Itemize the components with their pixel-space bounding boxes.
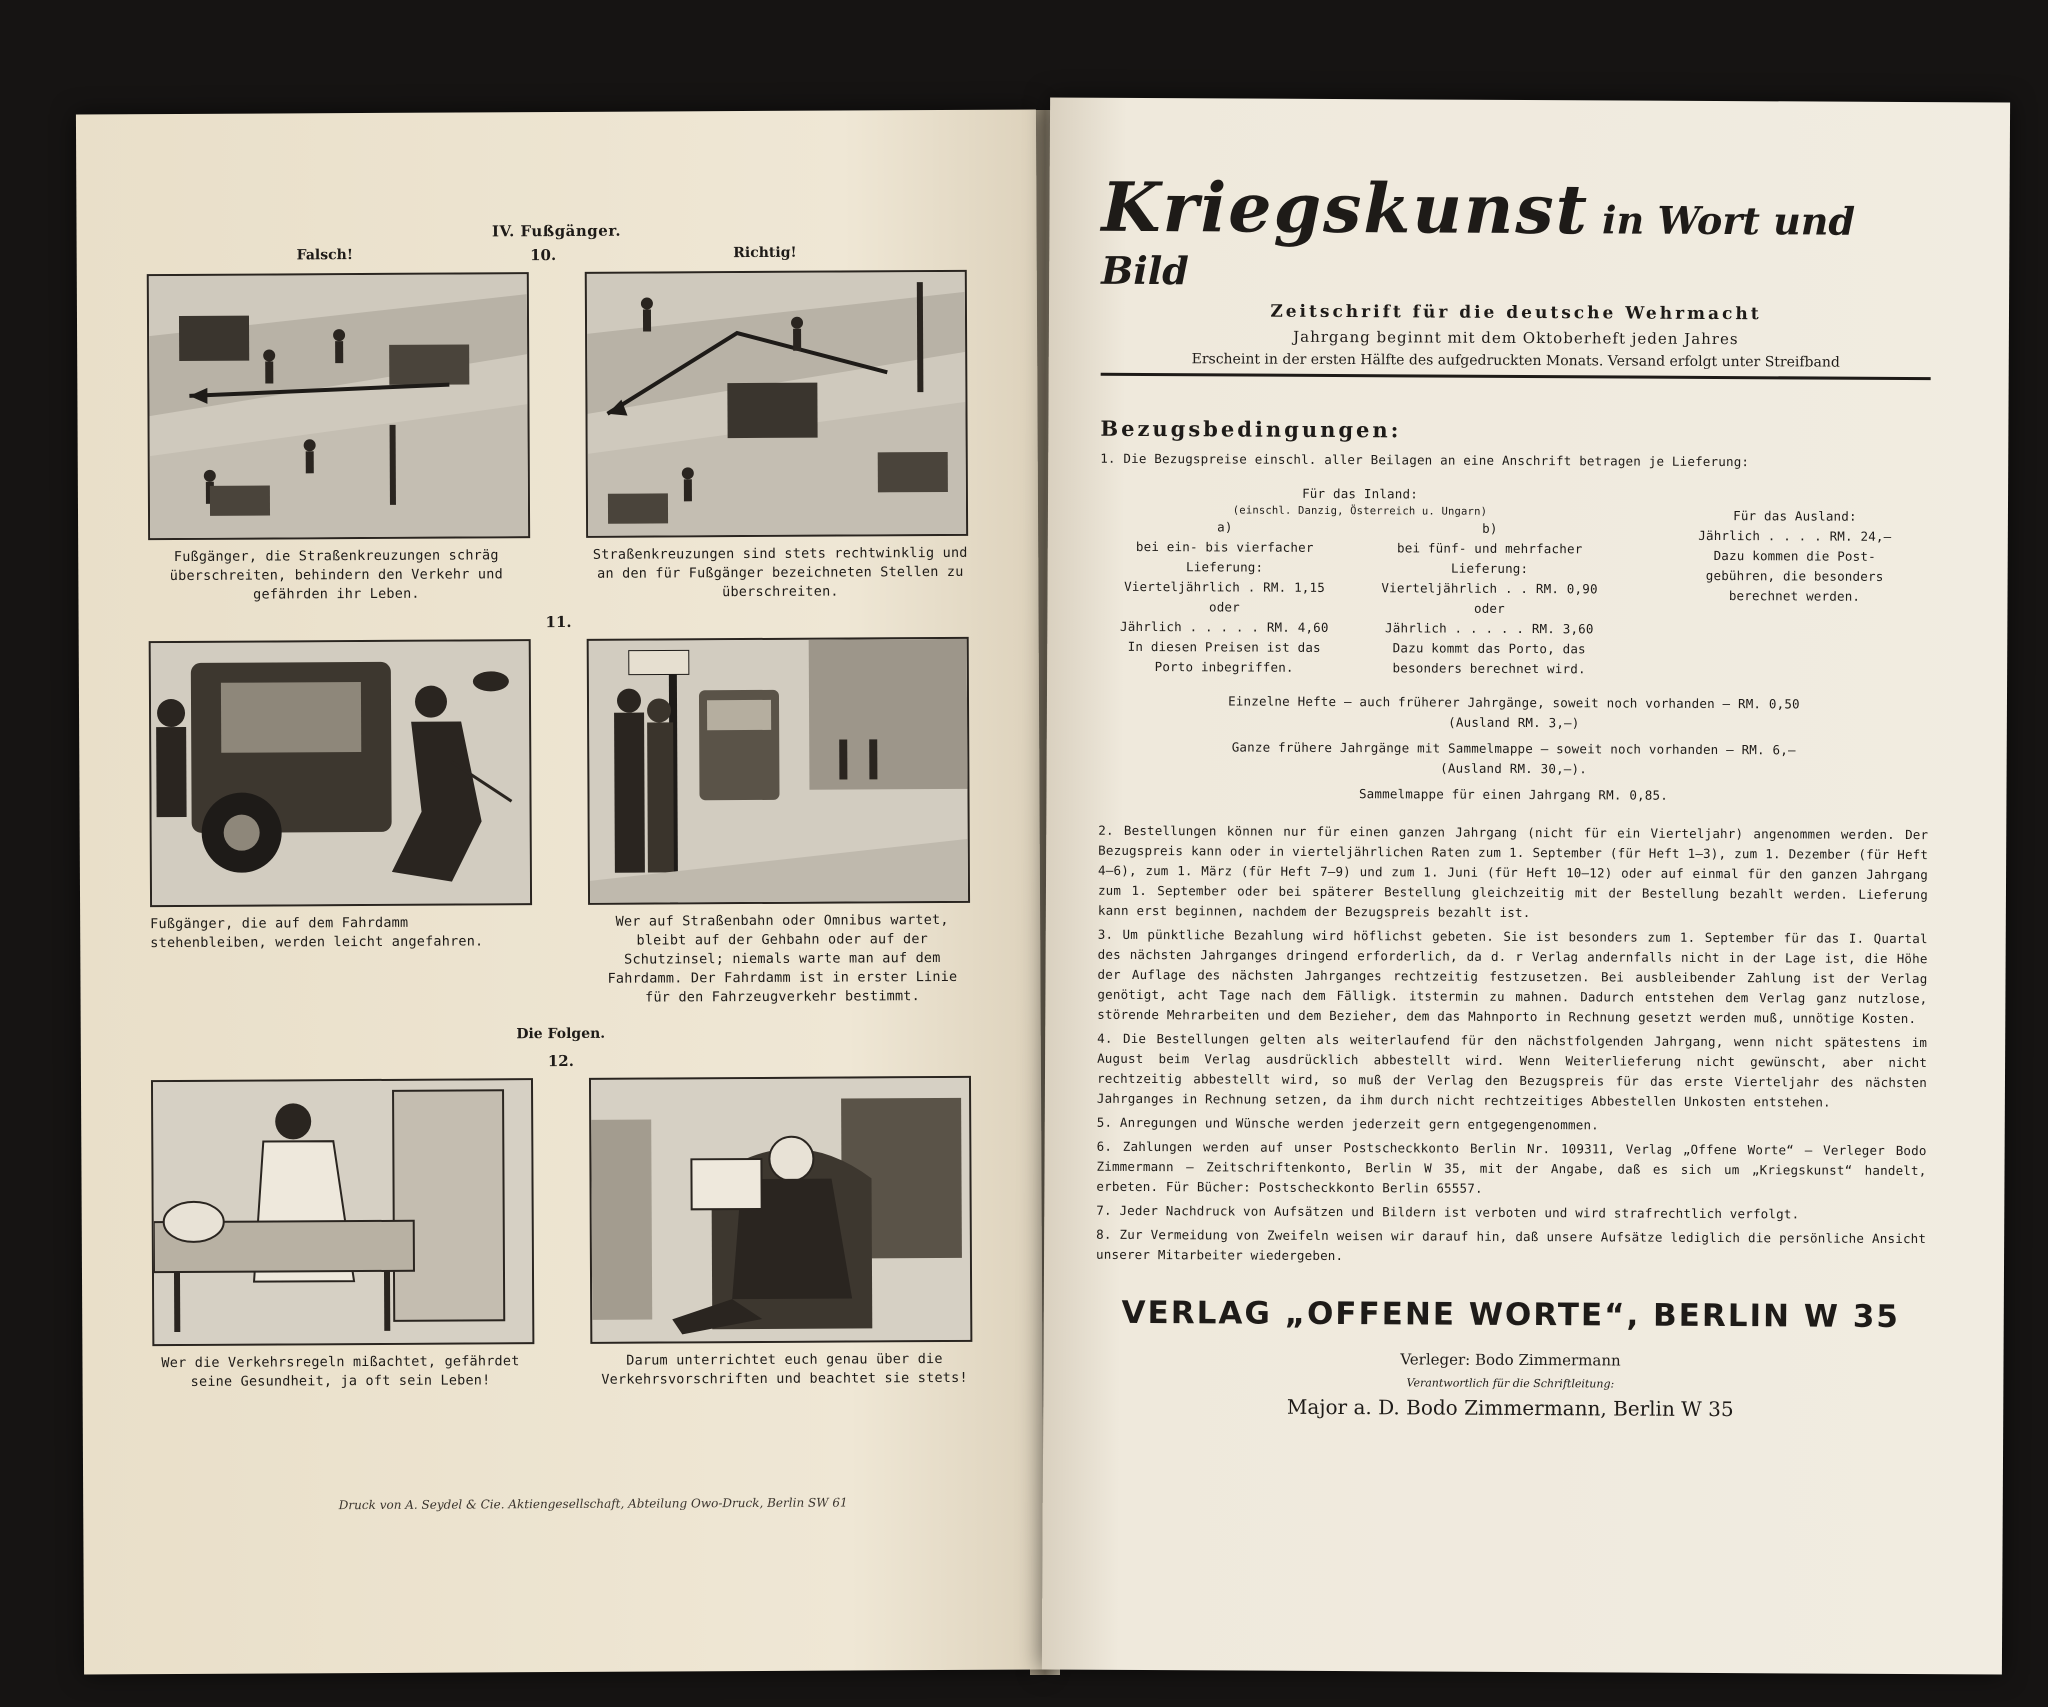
condition-item-3: 3. Um pünktliche Bezahlung wird höflichst gebeten. Sie ist besonders zum 1. September für das I. Quartal des nächsten Jahrganges dringend erforderlich, da d. r Verlag andernfalls nicht in der Lage ist, die Höhe der Auflage des nächsten Jahrganges rechtzeitig festzusetzen. Bei ausbleibender Zahlung ist der Verlag genötigt, acht Tage nach dem Fälligk. itstermin zu mahnen. Dadurch entstehen dem Verlag ganz nutzlose, störende Mehrarbeiten und dem Bezieher, dem das Mahnporto in Rechnung gesetzt werden muß, unnötige Kosten. — [1097, 926, 1928, 1027]
col-a-line: Lieferung: — [1185, 559, 1264, 575]
publisher-name: VERLAG „OFFENE WORTE“, BERLIN W 35 — [1121, 1294, 1900, 1335]
col-a-price-yearly: Jährlich . . . . . RM. 4,60 — [1120, 618, 1329, 635]
caption-11-right: Wer auf Straßenbahn oder Omnibus wartet, bleibt auf der Gehbahn oder auf der Schutzinsel; niemals warte man auf dem Fahrdamm. Der Fahrdamm ist in erster Linie für den Fahrzeugverkehr bestimmt. — [607, 911, 958, 1006]
number-10: 10. — [530, 246, 557, 265]
publication-subtitle: Zeitschrift für die deutsche Wehrmacht — [1270, 301, 1762, 325]
row2-captions — [150, 911, 970, 1010]
masthead — [1101, 168, 1932, 297]
column-ausland — [1659, 486, 1930, 681]
inland-note: (einschl. Danzig, Österreich u. Ungarn) — [1232, 504, 1488, 518]
single-issues: Einzelne Hefte — auch früherer Jahrgänge, soweit noch vorhanden — RM. 0,50 — [1228, 693, 1800, 712]
label-falsch: Falsch! — [296, 247, 354, 264]
caption-10-left: Fußgänger, die Straßenkreuzungen schräg überschreiten, behindern den Verkehr und gefährden ihr Leben. — [169, 547, 503, 603]
col-b-price-quarterly: Vierteljährlich . . RM. 0,90 — [1381, 580, 1598, 597]
conditions-heading: Bezugsbedingungen: — [1100, 415, 1402, 443]
row1-headings — [147, 244, 967, 266]
inland-heading: Für das Inland: — [1302, 485, 1419, 502]
row2-panels — [149, 637, 970, 907]
number-12: 12. — [547, 1051, 574, 1071]
number-11: 11. — [545, 612, 572, 632]
editor-name: Major a. D. Bodo Zimmermann, Berlin W 35 — [1286, 1394, 1734, 1422]
binder-price: Sammelmappe für einen Jahrgang RM. 0,85. — [1358, 786, 1669, 803]
whole-years-abroad: (Ausland RM. 30,—). — [1440, 760, 1588, 777]
col-b-label: b) — [1482, 520, 1498, 536]
single-issues-abroad: (Ausland RM. 3,—) — [1448, 714, 1580, 731]
illustration-crossing-right — [585, 270, 968, 538]
illustration-crossing-wrong — [147, 272, 530, 540]
condition-item-8: 8. Zur Vermeidung von Zweifeln weisen wir darauf hin, daß unsere Aufsätze lediglich die persönliche Ansicht unserer Mitarbeiter wiedergeben. — [1096, 1226, 1927, 1264]
condition-item-6: 6. Zahlungen werden auf unser Postscheckkonto Berlin Nr. 109311, Verlag „Offene Worte“ — Verleger Bodo Zimmermann — Zeitschriftenkonto, Berlin W 35, mit der Angabe, daß es sich um „Kriegskunst“ handelt, erbeten. Für Bücher: Postscheckkonto Berlin 65557. — [1096, 1138, 1927, 1196]
condition-item-2: 2. Bestellungen können nur für einen ganzen Jahrgang (nicht für ein Vierteljahr) angenommen werden. Der Bezugspreis kann oder in vierteljährlichen Raten zum 1. September (für Heft 1—3), zum 1. Dezember (für Heft 4—6), zum 1. März (für Heft 7—9) und zum 1. Juni (für Heft 10—12) oder auf einmal für den ganzen Jahrgang zum 1. September oder bei späterer Bestellung gleichzeitig mit der Bestellung bezahlt werden. Lieferung kann erst beginnen, nachdem der Bezugspreis bezahlt ist. — [1097, 822, 1929, 921]
col-a-line: In diesen Preisen ist das — [1127, 638, 1321, 655]
illustration-bus-stop — [587, 637, 970, 905]
col-a-price-quarterly: Vierteljährlich . RM. 1,15 — [1124, 578, 1326, 595]
condition-item-7: 7. Jeder Nachdruck von Aufsätzen und Bildern ist verboten und wird strafrechtlich verfolgt. — [1096, 1202, 1800, 1222]
ausland-line: gebühren, die besonders — [1705, 567, 1884, 584]
ausland-heading: Für das Ausland: — [1733, 508, 1857, 524]
left-page — [76, 109, 1044, 1674]
col-b-line: Lieferung: — [1450, 560, 1529, 577]
row3-captions — [152, 1350, 972, 1392]
col-b-line: Dazu kommt das Porto, das — [1392, 640, 1586, 657]
ausland-line: berechnet werden. — [1728, 588, 1861, 604]
condition-item-5: 5. Anregungen und Wünsche werden jederzeit gern entgegengenommen. — [1096, 1114, 1599, 1133]
illustration-reading-man — [589, 1076, 972, 1344]
row1-panels — [147, 270, 968, 540]
column-b — [1359, 518, 1620, 679]
row1-captions — [148, 544, 968, 605]
right-page — [1042, 97, 2010, 1674]
ausland-line: Dazu kommen die Post- — [1713, 547, 1876, 564]
inland-columns — [1099, 517, 1620, 680]
illustration-pedestrian-hit — [149, 639, 532, 907]
conditions-list — [1096, 821, 1928, 1269]
col-b-line: oder — [1473, 600, 1505, 616]
caption-10-right: Straßenkreuzungen sind stets rechtwinklig und an den für Fußgänger bezeichneten Stellen zu überschreiten. — [592, 544, 968, 601]
col-b-price-yearly: Jährlich . . . . . RM. 3,60 — [1385, 620, 1594, 637]
illustration-hospital — [151, 1078, 534, 1346]
inland-block — [1099, 483, 1620, 680]
col-a-line: oder — [1208, 599, 1240, 615]
col-a-line: bei ein- bis vierfacher — [1135, 538, 1314, 555]
condition-item-4: 4. Die Bestellungen gelten als weiterlaufend für den nächstfolgenden Jahrgang, wenn nicht spätestens im August beim Verlag ausdrücklich abbestellt wird. Wenn Weiterlieferung nicht gewünscht, aber nicht rechtzeitig abbestellt wird, so muß der Verlag den Bezugspreis für das erste Vierteljahr des nächsten Jahrganges in Rechnung setzen, da ihm durch nicht rechtzeitiges Abbestellen Unkosten entstehen. — [1096, 1030, 1928, 1110]
masthead-subtitle: in Wort und Bild — [1101, 197, 1856, 294]
ausland-price-yearly: Jährlich . . . . RM. 24,— — [1698, 527, 1892, 544]
column-a — [1099, 517, 1350, 678]
printer-imprint: Druck von A. Seydel & Cie. Aktiengesellschaft, Abteilung Owo-Druck, Berlin SW 61 — [338, 1495, 848, 1513]
caption-12-right: Darum unterrichtet euch genau über die Verkehrsvorschriften und beachtet sie stets! — [601, 1351, 968, 1388]
whole-years: Ganze frühere Jahrgänge mit Sammelmappe — soweit noch vorhanden — RM. 6,— — [1231, 739, 1796, 758]
col-b-line: besonders berechnet wird. — [1392, 660, 1586, 677]
left-page-content — [146, 220, 972, 1392]
publication-shipping-note: Erscheint in der ersten Hälfte des aufgedruckten Monats. Versand erfolgt unter Streifband — [1101, 351, 1931, 380]
publication-year-note: Jahrgang beginnt mit dem Oktoberheft jeden Jahres — [1293, 327, 1739, 349]
caption-12-left: Wer die Verkehrsregeln mißachtet, gefährdet seine Gesundheit, ja oft sein Leben! — [161, 1353, 520, 1390]
col-b-line: bei fünf- und mehrfacher — [1397, 540, 1583, 557]
masthead-title: Kriegskunst — [1101, 167, 1590, 251]
caption-11-left: Fußgänger, die auf dem Fahrdamm stehenbleiben, werden leicht angefahren. — [150, 914, 484, 952]
col-a-label: a) — [1217, 519, 1233, 535]
editorial-responsibility: Verantwortlich für die Schriftleitung: — [1406, 1376, 1615, 1391]
subheading-folgen: Die Folgen. — [516, 1025, 606, 1043]
label-richtig: Richtig! — [733, 244, 797, 262]
publisher-person: Verleger: Bodo Zimmermann — [1400, 1350, 1621, 1370]
right-page-content — [1095, 168, 1932, 1422]
row3-panels — [151, 1076, 972, 1346]
section-title: IV. Fußgänger. — [491, 221, 622, 241]
price-columns — [1099, 483, 1930, 681]
item-1-intro: 1. Die Bezugspreise einschl. aller Beilagen an eine Anschrift betragen je Lieferung: — [1100, 450, 1750, 470]
col-a-line: Porto inbegriffen. — [1154, 659, 1294, 675]
